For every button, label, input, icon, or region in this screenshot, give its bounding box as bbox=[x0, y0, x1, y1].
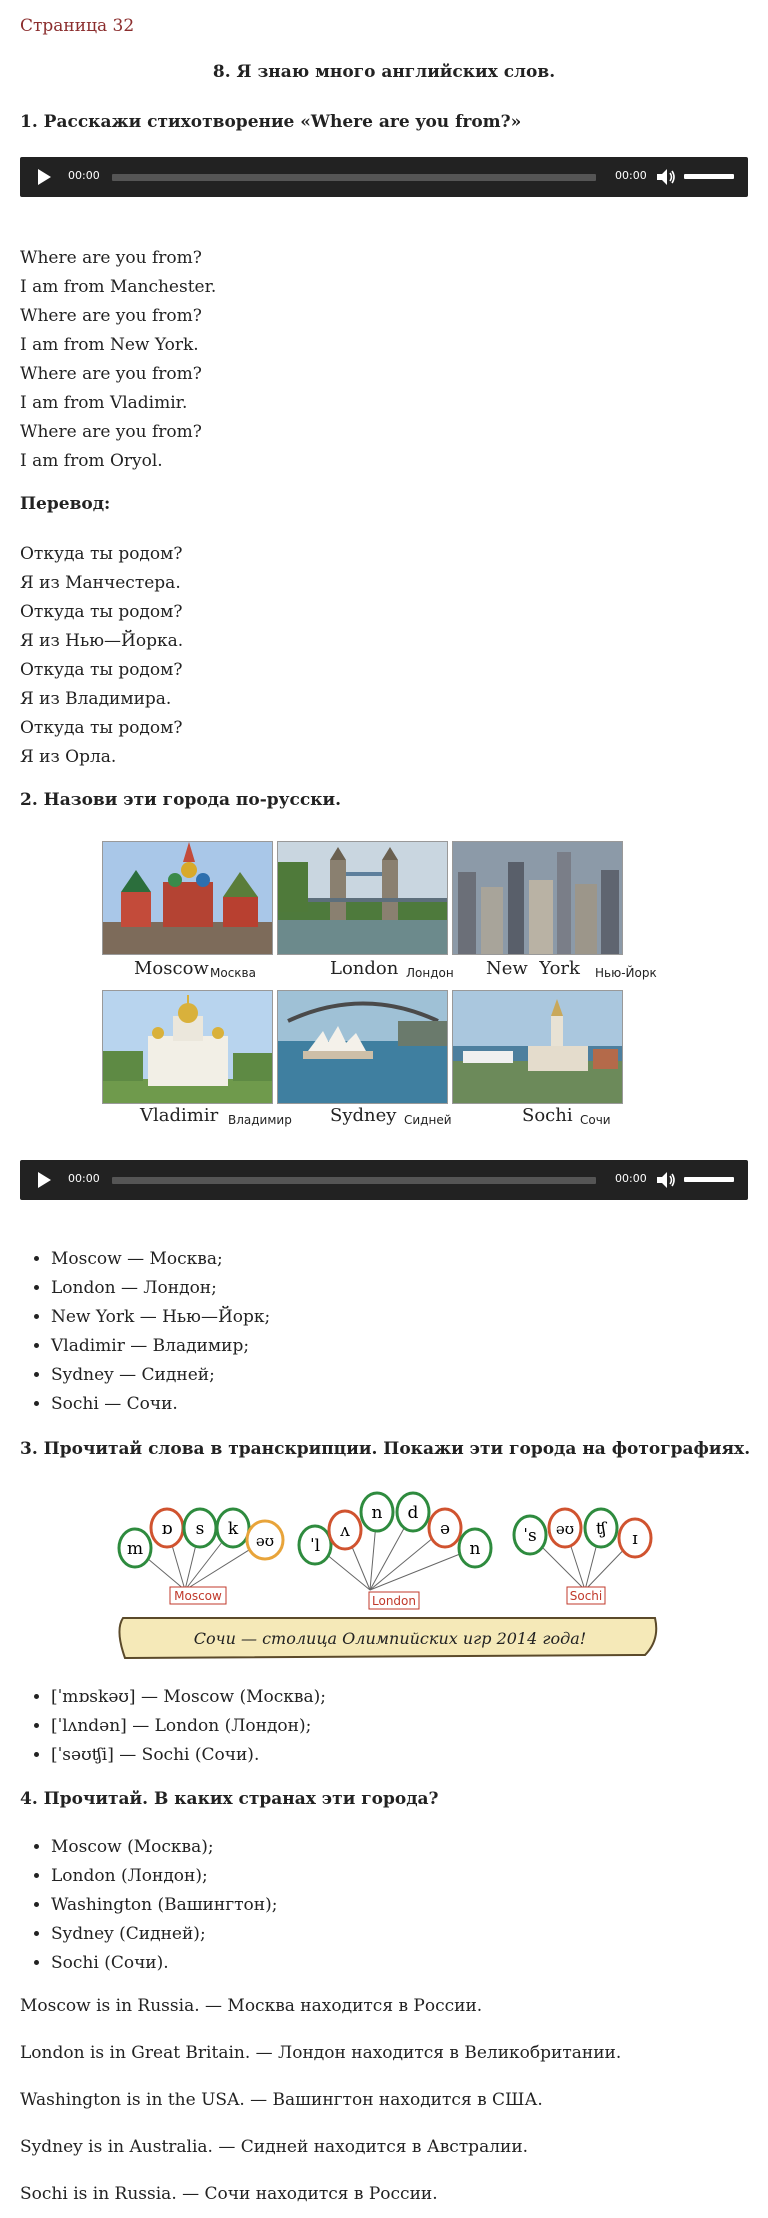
caption-sochi-ru: Сочи bbox=[580, 1113, 611, 1127]
caption-sydney-en: Sydney bbox=[330, 1105, 397, 1126]
poem-line-3: Where are you from? bbox=[20, 306, 202, 326]
sound-schwa: ə bbox=[439, 1519, 451, 1539]
volume-icon[interactable] bbox=[656, 1171, 676, 1189]
translation-line-3: Откуда ты родом? bbox=[20, 602, 183, 622]
translation-line-8: Я из Орла. bbox=[20, 747, 117, 767]
translation-line-6: Я из Владимира. bbox=[20, 689, 172, 709]
play-icon[interactable] bbox=[38, 169, 51, 185]
task4-cities-list bbox=[20, 1833, 277, 1978]
list-item: • [ˈsəʊʧi] — Sochi (Сочи). bbox=[51, 1741, 326, 1770]
caption-vladimir-en: Vladimir bbox=[140, 1105, 219, 1126]
volume-slider[interactable] bbox=[684, 1177, 734, 1182]
list-item: • Moscow — Москва; bbox=[51, 1245, 270, 1274]
poem-line-1: Where are you from? bbox=[20, 248, 202, 268]
sentence-2: London is in Great Britain. — Лондон находится в Великобритании. bbox=[20, 2043, 622, 2063]
duration: 00:00 bbox=[615, 169, 647, 182]
audio-player-2[interactable] bbox=[20, 1160, 748, 1200]
section-title: 8. Я знаю много английских слов. bbox=[212, 62, 556, 82]
label-sochi: Sochi bbox=[569, 1589, 603, 1603]
page-link[interactable]: Страница 32 bbox=[20, 16, 135, 36]
sound-ou: əʊ bbox=[255, 1532, 275, 1550]
balloons-illustration bbox=[115, 1490, 675, 1670]
translation-line-7: Откуда ты родом? bbox=[20, 718, 183, 738]
sound-n: n bbox=[371, 1503, 383, 1523]
sound-o: ɒ bbox=[161, 1519, 173, 1539]
caption-new-york-en: New York bbox=[486, 958, 580, 979]
london-photo bbox=[277, 841, 448, 955]
seek-bar[interactable] bbox=[112, 1177, 596, 1184]
audio-player-1[interactable] bbox=[20, 157, 748, 197]
poem-line-5: Where are you from? bbox=[20, 364, 202, 384]
task2-heading: 2. Назови эти города по-русски. bbox=[20, 790, 342, 810]
task4-heading: 4. Прочитай. В каких странах эти города? bbox=[20, 1789, 439, 1809]
caption-moscow-ru: Москва bbox=[210, 966, 256, 980]
task3-answers-list bbox=[20, 1683, 326, 1770]
caption-moscow-en: Moscow bbox=[134, 958, 209, 979]
list-item: • London (Лондон); bbox=[51, 1862, 277, 1891]
translation-line-4: Я из Нью—Йорка. bbox=[20, 631, 184, 651]
sound-k: k bbox=[227, 1519, 239, 1539]
list-item: • Sochi — Сочи. bbox=[51, 1390, 270, 1419]
duration: 00:00 bbox=[615, 1172, 647, 1185]
list-item: • [ˈlʌndən] — London (Лондон); bbox=[51, 1712, 326, 1741]
list-item: • Sydney — Сидней; bbox=[51, 1361, 270, 1390]
caption-new-york-ru: Нью-Йорк bbox=[595, 966, 657, 980]
current-time: 00:00 bbox=[68, 169, 100, 182]
sochi-photo bbox=[452, 990, 623, 1104]
caption-sydney-ru: Сидней bbox=[404, 1113, 452, 1127]
translation-line-1: Откуда ты родом? bbox=[20, 544, 183, 564]
sound-i: ɪ bbox=[632, 1529, 638, 1549]
list-item: • Moscow (Москва); bbox=[51, 1833, 277, 1862]
sound-ch: ʧ bbox=[595, 1519, 607, 1539]
label-moscow: Moscow bbox=[174, 1589, 222, 1603]
list-item: • Sydney (Сидней); bbox=[51, 1920, 277, 1949]
caption-vladimir-ru: Владимир bbox=[228, 1113, 292, 1127]
caption-sochi-en: Sochi bbox=[522, 1105, 573, 1126]
seek-bar[interactable] bbox=[112, 174, 596, 181]
sound-s: s bbox=[195, 1519, 205, 1539]
sound-s2: ˈs bbox=[523, 1526, 537, 1546]
list-item: • Sochi (Сочи). bbox=[51, 1949, 277, 1978]
sound-d: d bbox=[407, 1503, 419, 1523]
list-item: • New York — Нью—Йорк; bbox=[51, 1303, 270, 1332]
sound-l: ˈl bbox=[309, 1536, 321, 1556]
list-item: • [ˈmɒskəʊ] — Moscow (Москва); bbox=[51, 1683, 326, 1712]
sentence-5: Sochi is in Russia. — Сочи находится в России. bbox=[20, 2184, 438, 2204]
translation-heading: Перевод: bbox=[20, 494, 111, 514]
volume-icon[interactable] bbox=[656, 168, 676, 186]
sentence-1: Moscow is in Russia. — Москва находится в России. bbox=[20, 1996, 483, 2016]
translation-line-5: Откуда ты родом? bbox=[20, 660, 183, 680]
poem-line-2: I am from Manchester. bbox=[20, 277, 217, 297]
task1-heading: 1. Расскажи стихотворение «Where are you from?» bbox=[20, 112, 522, 132]
sentence-4: Sydney is in Australia. — Сидней находится в Австралии. bbox=[20, 2137, 529, 2157]
volume-slider[interactable] bbox=[684, 174, 734, 179]
moscow-photo bbox=[102, 841, 273, 955]
current-time: 00:00 bbox=[68, 1172, 100, 1185]
banner-text: Сочи — столица Олимпийских игр 2014 года! bbox=[193, 1629, 587, 1648]
caption-london-en: London bbox=[330, 958, 399, 979]
task3-heading: 3. Прочитай слова в транскрипции. Покажи эти города на фотографиях. bbox=[20, 1439, 751, 1459]
poem-line-7: Where are you from? bbox=[20, 422, 202, 442]
poem-line-8: I am from Oryol. bbox=[20, 451, 163, 471]
list-item: • Vladimir — Владимир; bbox=[51, 1332, 270, 1361]
caption-london-ru: Лондон bbox=[406, 966, 454, 980]
sentence-3: Washington is in the USA. — Вашингтон находится в США. bbox=[20, 2090, 543, 2110]
sound-ou2: əʊ bbox=[555, 1520, 575, 1538]
poem-line-6: I am from Vladimir. bbox=[20, 393, 188, 413]
list-item: • Washington (Вашингтон); bbox=[51, 1891, 277, 1920]
sydney-photo bbox=[277, 990, 448, 1104]
new-york-photo bbox=[452, 841, 623, 955]
task2-answers-list bbox=[20, 1245, 270, 1419]
vladimir-photo bbox=[102, 990, 273, 1104]
sound-m: m bbox=[126, 1539, 144, 1559]
sound-uh: ʌ bbox=[340, 1521, 350, 1541]
poem-line-4: I am from New York. bbox=[20, 335, 199, 355]
play-icon[interactable] bbox=[38, 1172, 51, 1188]
sound-n2: n bbox=[469, 1539, 481, 1559]
translation-line-2: Я из Манчестера. bbox=[20, 573, 181, 593]
label-london: London bbox=[372, 1594, 416, 1608]
list-item: • London — Лондон; bbox=[51, 1274, 270, 1303]
